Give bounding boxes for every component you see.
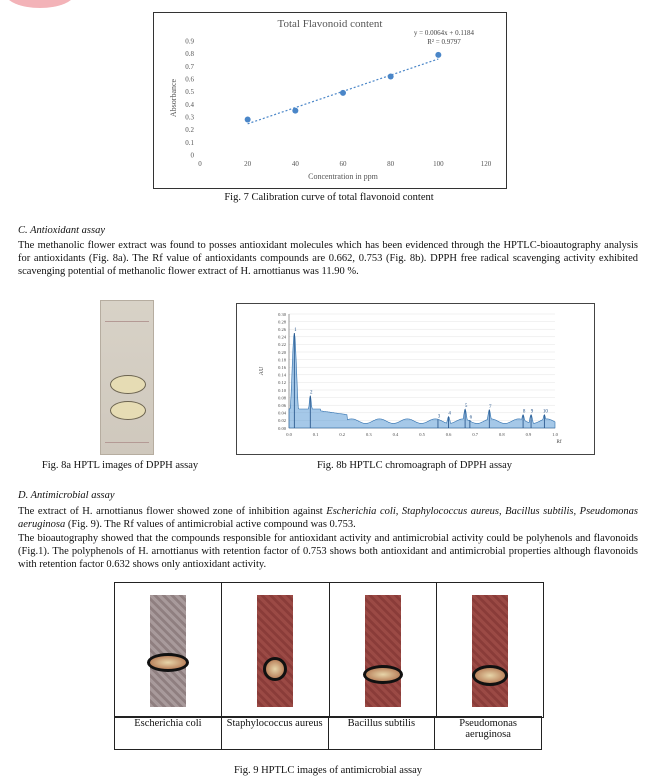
peak-label: 1: [294, 328, 297, 333]
x-tick-label: 0.2: [339, 432, 346, 437]
organism-names: Escherichia coli, Staphylococcus aureus, Bacillus subtilis, Pseudomonas aeruginosa: [18, 506, 638, 530]
origin-line: [105, 442, 149, 443]
label-paeruginosa: Pseudomonas aeruginosa: [435, 717, 542, 750]
x-tick-label: 0.9: [525, 432, 532, 437]
tlc-strip: [365, 595, 401, 707]
fig9-label-table: [114, 716, 542, 750]
y-tick-label: 0.00: [278, 425, 286, 431]
label-saureus: Staphylococcus aureus: [221, 717, 328, 750]
data-point: [388, 73, 394, 79]
inhibition-zone: [263, 657, 287, 681]
trendline-equation: y = 0.0064x + 0.1184: [413, 29, 475, 37]
inhibition-zone: [472, 665, 508, 686]
y-tick-label: 0.6: [185, 75, 194, 84]
x-tick-label: 0.8: [498, 432, 505, 437]
fig9-caption: Fig. 9 HPTLC images of antimicrobial assay: [233, 765, 423, 776]
y-tick-label: 0.28: [278, 319, 286, 325]
y-axis-label: Absorbance: [169, 78, 178, 118]
fig8a-tlc-plate: [100, 300, 154, 455]
section-d-paragraph-2: The bioautography showed that the compounds responsible for antioxidant activity and antimicrobial activity could be polyhenols and flavonoids (Fig.1). The polyphenols of H. arnottianus with retention factor of 0.753 shows both antioxidant and antimicrobial properties although flavonoids with retention factor 0.632 shows only antioxidant activity.: [18, 533, 638, 570]
fig8a-caption: Fig. 8a HPTL images of DPPH assay: [41, 460, 199, 471]
y-tick-label: 0.16: [278, 365, 286, 370]
peak-label: 9: [530, 409, 534, 415]
x-tick-label: 0.0: [286, 432, 292, 437]
peak-label: 2: [310, 390, 313, 396]
fig8b-chart-frame: [236, 303, 595, 455]
y-tick-label: 0.9: [185, 37, 194, 46]
x-tick-label: 60: [339, 160, 347, 168]
y-tick-label: 0.8: [185, 50, 194, 59]
x-tick-label: 0: [198, 160, 202, 168]
y-tick-label: 0: [190, 151, 194, 160]
y-tick-label: 0.7: [185, 62, 194, 71]
dpph-spot-1: [110, 375, 146, 394]
x-tick-label: 80: [387, 160, 395, 168]
label-bsubtilis: Bacillus subtilis: [328, 717, 435, 750]
tlc-strip: [472, 595, 508, 707]
section-d-heading: D. Antimicrobial assay: [18, 490, 115, 501]
y-tick-label: 0.20: [278, 349, 286, 355]
section-c-heading: C. Antioxidant assay: [18, 225, 106, 236]
tlc-strip: [150, 595, 186, 707]
y-tick-label: 0.5: [185, 88, 194, 97]
peak-label: 3: [437, 414, 441, 420]
y-tick-label: 0.12: [278, 380, 286, 386]
x-tick-label: 20: [244, 160, 252, 168]
peak-label: 7: [489, 404, 492, 410]
peak-label: 6: [469, 415, 473, 421]
dpph-spot-2: [110, 401, 146, 420]
x-axis-label: Rf: [556, 440, 562, 445]
x-axis-label: Concentration in ppm: [308, 172, 378, 181]
fig9-cell-ecoli: [115, 583, 222, 717]
fig7-chart: [154, 13, 506, 188]
section-c-paragraph: The methanolic flower extract was found to posses antioxidant molecules which has been evidenced through the HPTLC-bioautography analysis for antioxidants (Fig. 8a). The Rf value of antioxidants compounds are 0.662, 0.753 (Fig. 8b). DPPH free radical scavenging activity exhibited scavenging potential of methanolic flower extract of H. arnottianus was 11.90 %.: [18, 240, 638, 277]
fig9-cell-paeruginosa: [437, 583, 543, 717]
y-axis-label: AU: [259, 366, 265, 376]
y-tick-label: 0.3: [185, 113, 194, 122]
label-ecoli: Escherichia coli: [115, 717, 222, 750]
fig8b-caption: Fig. 8b HPTLC chromoagraph of DPPH assay: [316, 460, 513, 471]
y-tick-label: 0.14: [278, 372, 286, 378]
fig7-caption: Fig. 7 Calibration curve of total flavonoid content: [224, 192, 434, 203]
fig9-cell-bsubtilis: [330, 583, 437, 717]
y-tick-label: 0.1: [185, 138, 194, 147]
y-tick-label: 0.4: [185, 100, 194, 109]
peak-label: 10: [542, 409, 548, 415]
r-squared-label: R² = 0.9797: [427, 38, 461, 46]
inhibition-zone: [363, 665, 403, 684]
y-tick-label: 0.08: [278, 395, 286, 401]
peak-label: 5: [464, 404, 468, 409]
y-tick-label: 0.2: [185, 126, 194, 135]
solvent-front-line: [105, 321, 149, 322]
logo-fragment: [5, 0, 75, 8]
tlc-strip: [257, 595, 293, 707]
x-tick-label: 0.4: [392, 432, 399, 437]
data-point: [435, 52, 441, 58]
y-tick-label: 0.02: [278, 418, 286, 424]
fig7-chart-frame: [153, 12, 507, 189]
chart-title: Total Flavonoid content: [277, 18, 383, 30]
peak-label: 8: [522, 409, 526, 415]
inhibition-zone: [147, 653, 189, 672]
x-tick-label: 0.3: [365, 432, 372, 437]
data-point: [245, 117, 251, 123]
fig8b-chromatogram: [237, 304, 594, 454]
x-tick-label: 40: [291, 160, 299, 168]
x-tick-label: 120: [480, 160, 492, 168]
fig9-image-panel: [114, 582, 544, 718]
x-tick-label: 100: [433, 160, 444, 168]
section-d-p1-start: The extract of H. arnottianus flower showed zone of inhibition against: [18, 506, 327, 517]
y-tick-label: 0.10: [278, 387, 286, 393]
x-tick-label: 0.7: [472, 432, 479, 437]
y-tick-label: 0.24: [278, 334, 286, 340]
section-d-paragraph-1: [18, 505, 638, 531]
y-tick-label: 0.30: [278, 311, 286, 317]
x-tick-label: 1.0: [552, 432, 558, 437]
y-tick-label: 0.18: [278, 357, 286, 363]
chromatogram-trace: [289, 333, 555, 428]
data-point: [340, 90, 346, 96]
x-tick-label: 0.1: [312, 432, 319, 437]
peak-label: 4: [448, 411, 451, 417]
y-tick-label: 0.26: [278, 327, 286, 332]
x-tick-label: 0.6: [445, 432, 452, 437]
data-point: [292, 108, 298, 114]
y-tick-label: 0.04: [278, 410, 286, 416]
section-d-p1-end: (Fig. 9). The Rf values of antimicrobial active compound was 0.753.: [65, 519, 356, 530]
y-tick-label: 0.06: [278, 403, 286, 408]
y-tick-label: 0.22: [278, 342, 286, 348]
x-tick-label: 0.5: [419, 432, 425, 437]
fig9-cell-saureus: [222, 583, 329, 717]
